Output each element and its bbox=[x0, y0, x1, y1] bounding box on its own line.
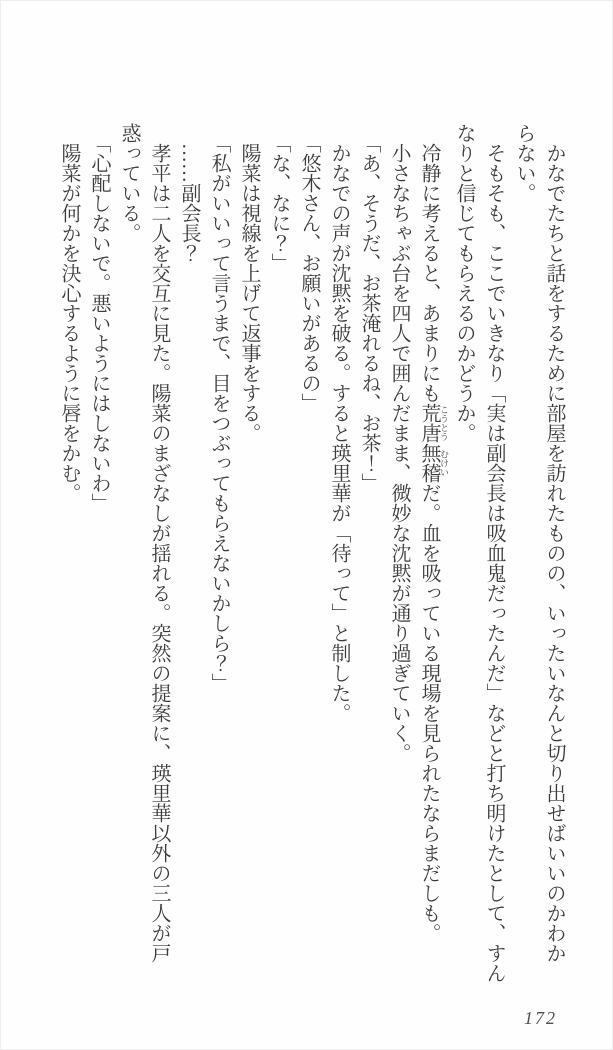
paragraph: 陽菜が何かを決心するように唇をかむ。 bbox=[58, 143, 80, 503]
paragraph: 「あ、そうだ、お茶淹れるね、お茶！」 bbox=[358, 133, 380, 493]
text-area bbox=[54, 123, 569, 1003]
page-number: 172 bbox=[524, 1008, 557, 1028]
paragraph: かなでの声が沈黙を破る。すると瑛里華が「待って」と制した。 bbox=[328, 143, 350, 723]
paragraph: 「私がいいって言うまで、目をつぶってもらえないかしら？」 bbox=[208, 133, 230, 693]
paragraph: 「悠木さん、お願いがあるの」 bbox=[298, 133, 320, 413]
paragraph: 陽菜は視線を上げて返事をする。 bbox=[238, 143, 260, 443]
paragraph: ……副会長？ bbox=[178, 143, 200, 263]
ruby-annotated-text: 荒唐 こうとう bbox=[418, 403, 449, 443]
paragraph: 孝平は二人を交互に見た。陽菜のまざなしが揺れる。突然の提案に、瑛里華以外の三人が戸 惑っている。 bbox=[118, 123, 170, 963]
paragraph: 「な、なに？」 bbox=[268, 133, 290, 273]
paragraph: かなでたちと話をするために部屋を訪れたものの、いったいなんと切り出せばいいのかわか らない。 bbox=[513, 123, 565, 963]
paragraph: 冷静に考えると、あまりにも荒唐 こうとう無稽 むけいだ。血を吸っている現場を見られたならまだしも。 bbox=[418, 143, 449, 943]
paragraph: 「心配しないで。悪いようにはしないわ」 bbox=[88, 133, 110, 513]
ruby-annotated-text: 無稽 むけい bbox=[418, 443, 449, 483]
paragraph: 小さなちゃぶ台を四人で囲んだまま、微妙な沈黙が通り過ぎていく。 bbox=[388, 143, 410, 763]
paragraph: そもそも、ここでいきなり「実は副会長は吸血鬼だったんだ」などと打ち明けたとして、すん なりと信じてもらえるのかどうか。 bbox=[453, 123, 505, 983]
